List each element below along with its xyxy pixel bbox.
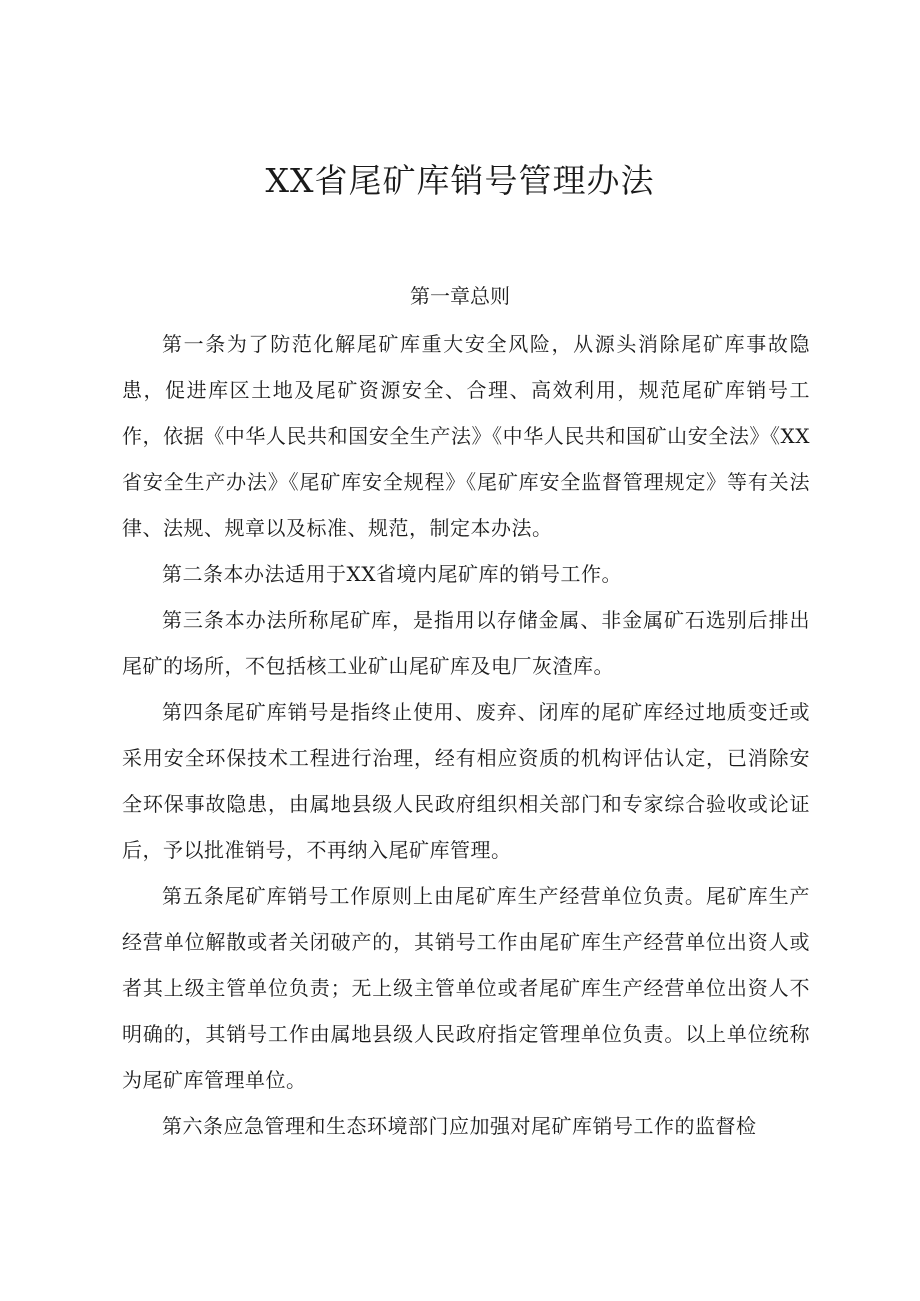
article-5-paragraph: 第五条尾矿库销号工作原则上由尾矿库生产经营单位负责。尾矿库生产经营单位解散或者关闭破产的，其销号工作由尾矿库生产经营单位出资人或者其上级主管单位负责；无上级主管单位或者尾矿库生产经营单位出资人不明确的，其销号工作由属地县级人民政府指定管理单位负责。以上单位统称为尾矿库管理单位。: [122, 884, 810, 1092]
article-1-paragraph: 第一条为了防范化解尾矿库重大安全风险，从源头消除尾矿库事故隐患，促进库区土地及尾矿资源安全、合理、高效利用，规范尾矿库销号工作，依据《中华人民共和国安全生产法》《中华人民共和国矿山安全法》《XX省安全生产办法》《尾矿库安全规程》《尾矿库安全监督管理规定》等有关法律、法规、规章以及标准、规范，制定本办法。: [122, 332, 810, 540]
document-title: XX省尾矿库销号管理办法: [265, 161, 655, 200]
article-3-paragraph: 第三条本办法所称尾矿库，是指用以存储金属、非金属矿石选别后排出尾矿的场所，不包括核工业矿山尾矿库及电厂灰渣库。: [122, 608, 810, 678]
article-4-paragraph: 第四条尾矿库销号是指终止使用、废弃、闭库的尾矿库经过地质变迁或采用安全环保技术工程进行治理，经有相应资质的机构评估认定，已消除安全环保事故隐患，由属地县级人民政府组织相关部门和专家综合验收或论证后，予以批准销号，不再纳入尾矿库管理。: [122, 700, 810, 862]
article-6-paragraph: 第六条应急管理和生态环境部门应加强对尾矿库销号工作的监督检: [162, 1114, 757, 1138]
chapter-heading: 第一章总则: [410, 284, 510, 308]
article-2-paragraph: 第二条本办法适用于XX省境内尾矿库的销号工作。: [162, 562, 622, 586]
document-body: [122, 321, 810, 1149]
